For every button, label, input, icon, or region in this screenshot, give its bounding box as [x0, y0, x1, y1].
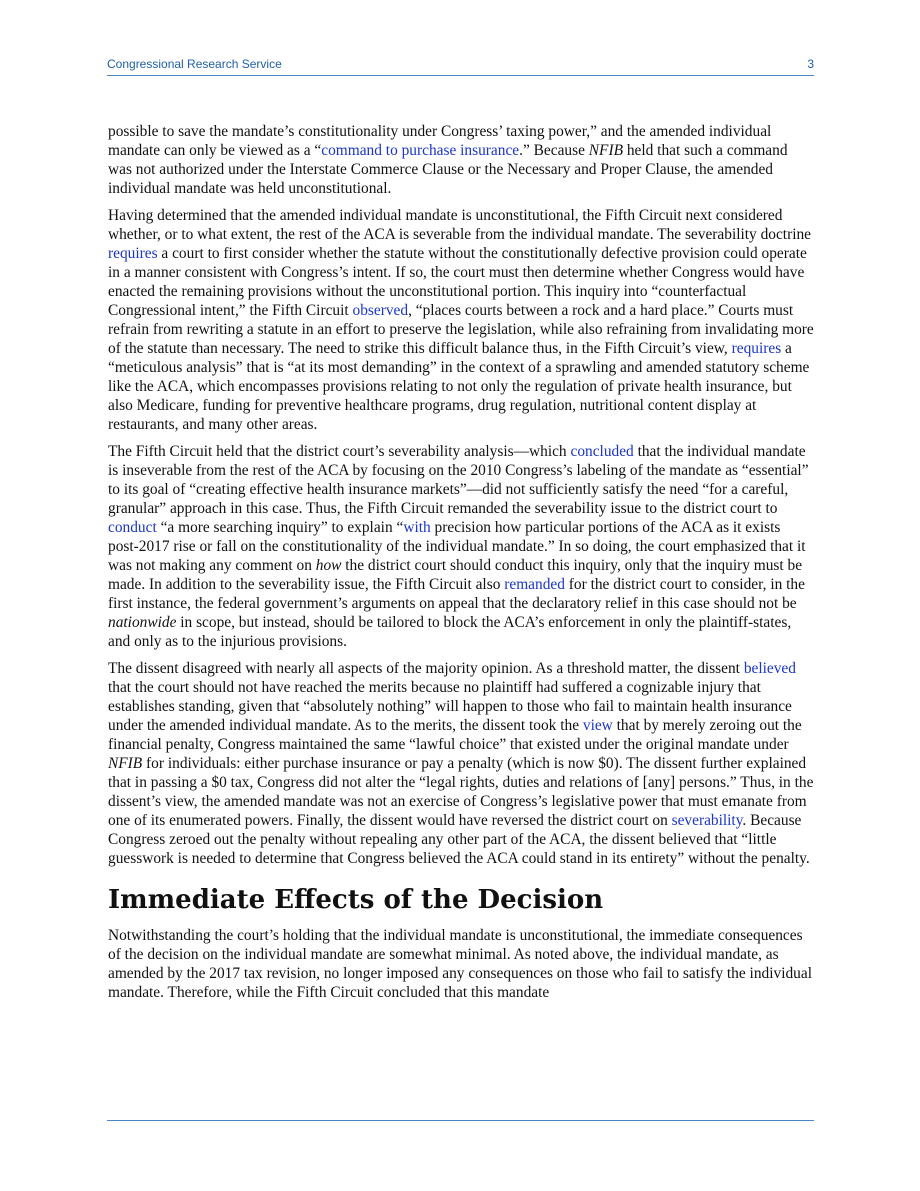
italic-case-name: NFIB: [108, 755, 143, 772]
text-run: .” Because: [519, 142, 589, 159]
text-run: that by merely zeroing out the financial penalty, Congress maintained the same “lawful choice” that existed under the original mandate under: [108, 717, 802, 753]
footer-divider: [107, 1120, 814, 1121]
text-run: , “places courts between a rock and a hard place.” Courts must refrain from rewriting a statute in an effort to preserve the legislation, while also refraining from invalidating more of the statute than necessary. The need to strike this difficult balance thus, in the Fifth Circuit’s view,: [108, 302, 814, 357]
text-run: a court to first consider whether the statute without the constitutionally defective provision could operate in a manner consistent with Congress’s intent. If so, the court must then determine whether Congress would have enacted the remaining provisions without the unconstitutional portion. This inquiry into “counterfactual Congressional intent,” the Fifth Circuit: [108, 245, 807, 319]
link-requires-2[interactable]: requires: [731, 340, 782, 357]
link-concluded[interactable]: concluded: [570, 443, 634, 460]
text-run: the district court should conduct this inquiry, only that the inquiry must be made. In addition to the severability issue, the Fifth Circuit also: [108, 557, 803, 593]
text-run: . Because Congress zeroed out the penalty without repealing any other part of the ACA, the dissent believed that “little guesswork is needed to determine that Congress believed the ACA could stand in its entirety” without the penalty.: [108, 812, 810, 867]
link-observed[interactable]: observed: [352, 302, 409, 319]
text-run: possible to save the mandate’s constitutionality under Congress’ taxing power,” and the amended individual mandate can only be viewed as a “: [108, 123, 772, 159]
link-conduct[interactable]: conduct: [108, 519, 157, 536]
text-run: for the district court to consider, in the first instance, the federal government’s arguments on appeal that the declaratory relief in this case should not be: [108, 576, 805, 612]
link-believed[interactable]: believed: [743, 660, 796, 677]
text-run: Notwithstanding the court’s holding that the individual mandate is unconstitutional, the immediate consequences of the decision on the individual mandate are somewhat minimal. As noted above, the individual mandate, as amended by the 2017 tax revision, no longer imposed any consequences on those who fail to satisfy the individual mandate. Therefore, while the Fifth Circuit concluded that this mandate: [108, 927, 812, 1001]
header-publisher: Congressional Research Service: [107, 57, 282, 71]
text-run: a “meticulous analysis” that is “at its most demanding” in the context of a sprawling and amended statutory scheme like the ACA, which encompasses provisions relating to not only the regulation of private health insurance, but also Medicare, funding for preventive healthcare programs, drug regulation, nutritional content display at restaurants, and many other areas.: [108, 340, 810, 433]
italic-nationwide: nationwide: [108, 614, 177, 631]
text-run: “a more searching inquiry” to explain “: [156, 519, 404, 536]
text-run: precision how particular portions of the ACA as it exists post-2017 rise or fall on the constitutionality of the individual mandate.” In so doing, the court emphasized that it was not making any comment on: [108, 519, 806, 574]
link-severability[interactable]: severability: [671, 812, 743, 829]
running-header: [107, 57, 814, 75]
page-number: 3: [807, 57, 814, 71]
italic-how: how: [315, 557, 342, 574]
body-content: [108, 122, 814, 1010]
link-view[interactable]: view: [582, 717, 613, 734]
link-remanded[interactable]: remanded: [504, 576, 565, 593]
text-run: that the court should not have reached the merits because no plaintiff had suffered a cognizable injury that establishes standing, given that “absolutely nothing” will happen to those who fail to maintain health insurance under the amended individual mandate. As to the merits, the dissent took the: [108, 679, 792, 734]
header-divider: [107, 75, 814, 76]
text-run: for individuals: either purchase insurance or pay a penalty (which is now $0). The dissent further explained that in passing a $0 tax, Congress did not alter the “legal rights, duties and relations of [any] persons.” Thus, in the dissent’s view, the amended mandate was not an exercise of Congress’s legislative power that must emanate from one of its enumerated powers. Finally, the dissent would have reversed the district court on: [108, 755, 814, 829]
link-with[interactable]: with: [403, 519, 431, 536]
paragraph-1: [108, 122, 814, 198]
text-run: The Fifth Circuit held that the district court’s severability analysis—which: [108, 443, 571, 460]
paragraph-3: [108, 442, 814, 651]
italic-case-name: NFIB: [588, 142, 623, 159]
link-command-to-purchase-insurance[interactable]: command to purchase insurance: [321, 142, 520, 159]
text-run: in scope, but instead, should be tailored to block the ACA’s enforcement in only the plaintiff-states, and only as to the injurious provisions.: [108, 614, 792, 650]
paragraph-4: [108, 659, 814, 868]
paragraph-2: [108, 206, 814, 434]
text-run: that the individual mandate is inseverable from the rest of the ACA by focusing on the 2010 Congress’s labeling of the mandate as “essential” to its goal of “creating effective health insurance markets”—did not sufficiently satisfy the need “for a careful, granular” approach in this case. Thus, the Fifth Circuit remanded the severability issue to the district court to: [108, 443, 809, 517]
paragraph-5: [108, 926, 814, 1002]
text-run: held that such a command was not authorized under the Interstate Commerce Clause or the Necessary and Proper Clause, the amended individual mandate was held unconstitutional.: [108, 142, 788, 197]
section-heading: Immediate Effects of the Decision: [108, 885, 604, 915]
text-run: Having determined that the amended individual mandate is unconstitutional, the Fifth Circuit next considered whether, or to what extent, the rest of the ACA is severable from the individual mandate. The severability doctrine: [108, 207, 812, 243]
link-requires[interactable]: requires: [108, 245, 158, 262]
text-run: The dissent disagreed with nearly all aspects of the majority opinion. As a threshold matter, the dissent: [108, 660, 744, 677]
